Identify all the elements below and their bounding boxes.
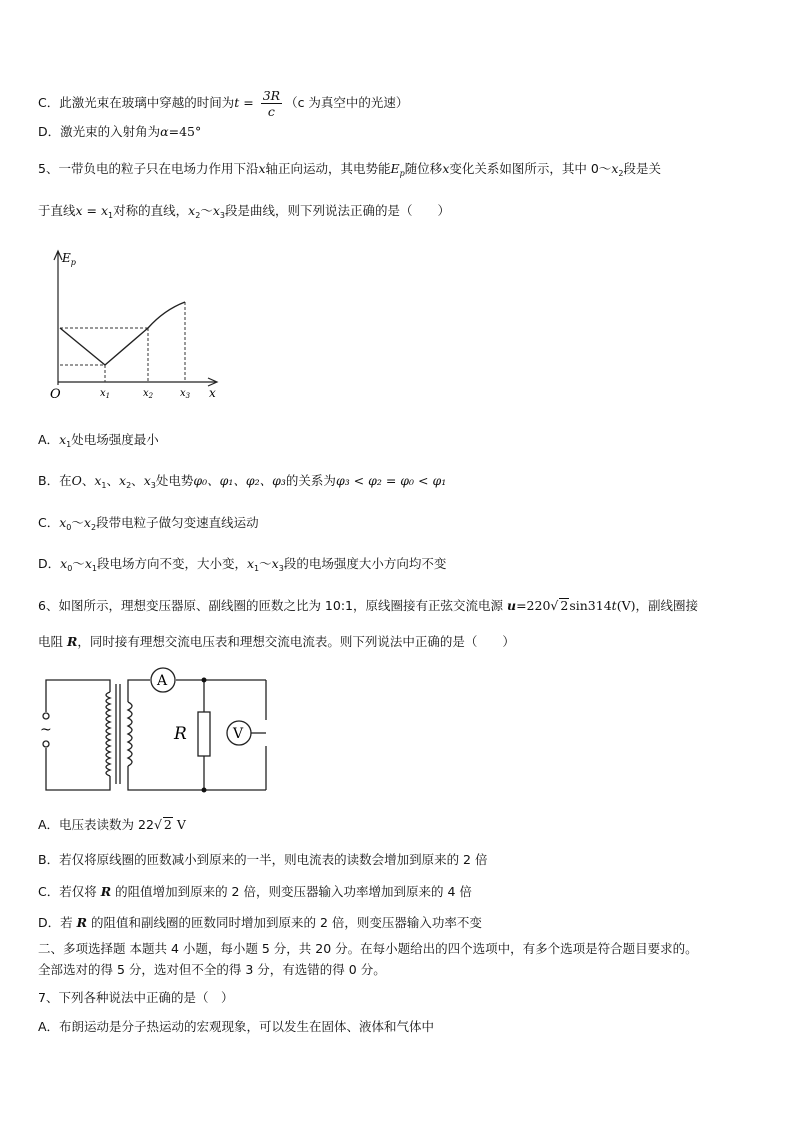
sep: 、 <box>131 473 144 488</box>
option-unit: V <box>172 817 186 832</box>
tick-x3: $x_3$ <box>180 388 191 400</box>
origin-label: O <box>50 387 61 402</box>
option-text: D．若 <box>38 915 77 930</box>
stem-text: 电阻 <box>38 634 67 649</box>
option-text: 处电场强度最小 <box>71 432 159 447</box>
sqrt-symbol: √ <box>550 598 559 613</box>
stem-text: 6、如图所示，理想变压器原、副线圈的匝数之比为 10:1，原线圈接有正弦交流电源 <box>38 598 507 613</box>
option-label: C． <box>38 515 60 530</box>
x-axis-label: x <box>209 386 216 400</box>
sub: 1 <box>66 440 72 449</box>
tilde: ～ <box>72 556 85 571</box>
option-text: 的关系为 <box>285 473 336 488</box>
sub: 3 <box>278 564 284 573</box>
q6-option-d <box>38 915 482 931</box>
q5-stem-part: 随位移 <box>404 161 443 176</box>
q5-sub: 3 <box>219 211 225 220</box>
primary-wire <box>46 680 110 712</box>
var: x <box>119 473 127 488</box>
q6-stem-line1 <box>38 598 698 614</box>
q4-equals: = <box>239 95 258 110</box>
sub: 0 <box>66 523 72 532</box>
sub: 0 <box>67 564 73 573</box>
q6-option-b: B．若仅将原线圈的匝数减小到原来的一半，则电流表的读数会增加到原来的 2 倍 <box>38 852 488 867</box>
q5-var: x <box>188 203 196 218</box>
source-terminal-top <box>43 713 49 719</box>
q6-transformer-circuit <box>36 664 272 796</box>
sub: 3 <box>150 481 156 490</box>
option-text: 处电势 <box>155 473 194 488</box>
secondary-wire-top <box>128 680 150 702</box>
q5-stem-part: 5、一带负电的粒子只在电场力作用下沿 <box>38 161 259 176</box>
sqrt-radicand: 2 <box>163 817 172 832</box>
y-axis-label: $E_p$ <box>62 251 76 267</box>
secondary-wire-bottom <box>128 766 266 790</box>
sub: 1 <box>254 564 260 573</box>
var: x <box>271 556 279 571</box>
q5-option-c <box>38 515 259 531</box>
q4-angle: =45° <box>168 124 202 139</box>
secondary-coil <box>128 702 132 766</box>
q5-var: x <box>442 161 450 176</box>
var-r: R <box>76 915 87 930</box>
var: O <box>71 473 82 488</box>
q5-eq: x = x <box>75 203 109 218</box>
var: x <box>60 556 68 571</box>
q7-option-a: A．布朗运动是分子热运动的宏观现象，可以发生在固体、液体和气体中 <box>38 1019 435 1034</box>
section2-instructions-line2: 全部选对的得 5 分，选对但不全的得 3 分，有选错的得 0 分。 <box>38 962 386 977</box>
var: x <box>94 473 102 488</box>
potential-list: φ₀、φ₁、φ₂、φ₃ <box>193 473 286 488</box>
q5-sub: 1 <box>108 211 114 220</box>
q5-tilde: ～ <box>200 203 213 218</box>
resistor-box <box>198 712 210 756</box>
option-text: C．若仅将 <box>38 884 101 899</box>
q5-var: E <box>390 161 400 176</box>
section2-instructions-line1: 二、多项选择题 本题共 4 小题，每小题 5 分，共 20 分。在每小题给出的四个选项中，有多个选项是符合题目要求的。 <box>38 941 698 956</box>
primary-wire-bottom <box>46 748 110 790</box>
q4-option-c <box>38 88 408 119</box>
var: x <box>83 515 91 530</box>
q4-alpha: α <box>160 124 169 139</box>
q6-option-c <box>38 884 472 900</box>
q5-stem-part: 轴正向运动，其电势能 <box>265 161 391 176</box>
option-text: 段带电粒子做匀变速直线运动 <box>96 515 259 530</box>
q4-option-d <box>38 124 201 140</box>
sub: 1 <box>91 564 97 573</box>
q5-stem-part: 段是关 <box>623 161 661 176</box>
q6-option-a <box>38 817 186 833</box>
option-text: 的阻值增加到原来的 2 倍，则变压器输入功率增加到原来的 4 倍 <box>111 884 472 899</box>
resistor-label: R <box>174 724 187 744</box>
ammeter-label: A <box>157 673 168 689</box>
q4-option-c-text: C．此激光束在玻璃中穿越的时间为 <box>38 95 235 110</box>
q5-var: x <box>212 203 220 218</box>
junction-bottom <box>202 788 207 793</box>
ep-line-segment <box>60 328 148 365</box>
q5-stem-line1 <box>38 161 661 177</box>
junction-top <box>202 678 207 683</box>
tick-x1: $x_1$ <box>100 388 111 400</box>
option-text: 段的电场强度大小方向均不变 <box>283 556 447 571</box>
sub: 2 <box>90 523 97 532</box>
var-t: t <box>611 598 617 613</box>
tick-x2: $x_2$ <box>143 388 154 400</box>
sqrt-radicand: 2 <box>560 598 569 613</box>
var-u: u <box>506 598 517 613</box>
q5-stem-part: 于直线 <box>38 203 76 218</box>
primary-coil <box>106 692 110 776</box>
sub: 1 <box>101 481 107 490</box>
q4-var-t: t <box>234 95 240 110</box>
var-r: R <box>66 634 78 649</box>
q5-ep-graph <box>38 240 228 410</box>
tilde: ～ <box>71 515 84 530</box>
var: x <box>84 556 92 571</box>
q5-option-d <box>38 556 446 572</box>
option-label: D． <box>38 556 61 571</box>
q4-fraction-numerator: 3R <box>262 88 281 103</box>
q5-stem-part: 对称的直线， <box>113 203 189 218</box>
q5-var: x <box>611 161 619 176</box>
q7-stem: 7、下列各种说法中正确的是（ ） <box>38 990 234 1005</box>
q4-option-d-text: D．激光束的入射角为 <box>38 124 161 139</box>
var: x <box>143 473 151 488</box>
q5-stem-part: 变化关系如图所示，其中 0～ <box>449 161 612 176</box>
potential-relation: φ₃ < φ₂ = φ₀ < φ₁ <box>335 473 447 488</box>
source-terminal-bottom <box>43 741 49 747</box>
var: x <box>246 556 255 571</box>
option-label: A． <box>38 432 60 447</box>
tilde: ～ <box>259 556 272 571</box>
sep: 、 <box>81 473 95 488</box>
var-r: R <box>100 884 112 899</box>
q4-fraction <box>261 88 282 119</box>
var: x <box>59 432 67 447</box>
stem-text: ，同时接有理想交流电压表和理想交流电流表。则下列说法中正确的是（ ） <box>77 634 515 649</box>
stem-sin: sin314 <box>569 598 612 613</box>
q5-stem-part: 段是曲线，则下列说法正确的是（ ） <box>224 203 450 218</box>
option-text: 的阻值和副线圈的匝数同时增加到原来的 2 倍，则变压器输入功率不变 <box>87 915 482 930</box>
stem-eq: =220 <box>516 598 551 613</box>
sep: 、 <box>106 473 120 488</box>
q4-option-c-note: （c 为真空中的光速） <box>285 95 409 110</box>
option-text: B．在 <box>38 473 72 488</box>
q5-option-a <box>38 432 159 448</box>
var: x <box>59 515 67 530</box>
q6-stem-line2 <box>38 634 515 650</box>
ac-source-symbol: ~ <box>40 722 52 738</box>
option-text: 段电场方向不变，大小变， <box>96 556 247 571</box>
voltmeter-label: V <box>233 726 244 742</box>
sqrt-symbol: √ <box>153 817 162 832</box>
q5-sub: 2 <box>195 211 201 220</box>
q5-sub: 2 <box>618 169 624 178</box>
q5-sub: p <box>399 169 405 178</box>
q5-var: x <box>258 161 266 176</box>
q5-stem-line2 <box>38 203 450 219</box>
option-text: A．电压表读数为 22 <box>38 817 154 832</box>
q5-option-b <box>38 473 446 489</box>
sub: 2 <box>126 481 132 490</box>
q4-fraction-denominator: c <box>267 104 275 119</box>
stem-text: (V)，副线圈接 <box>616 598 698 613</box>
ep-curve-segment <box>148 302 185 328</box>
